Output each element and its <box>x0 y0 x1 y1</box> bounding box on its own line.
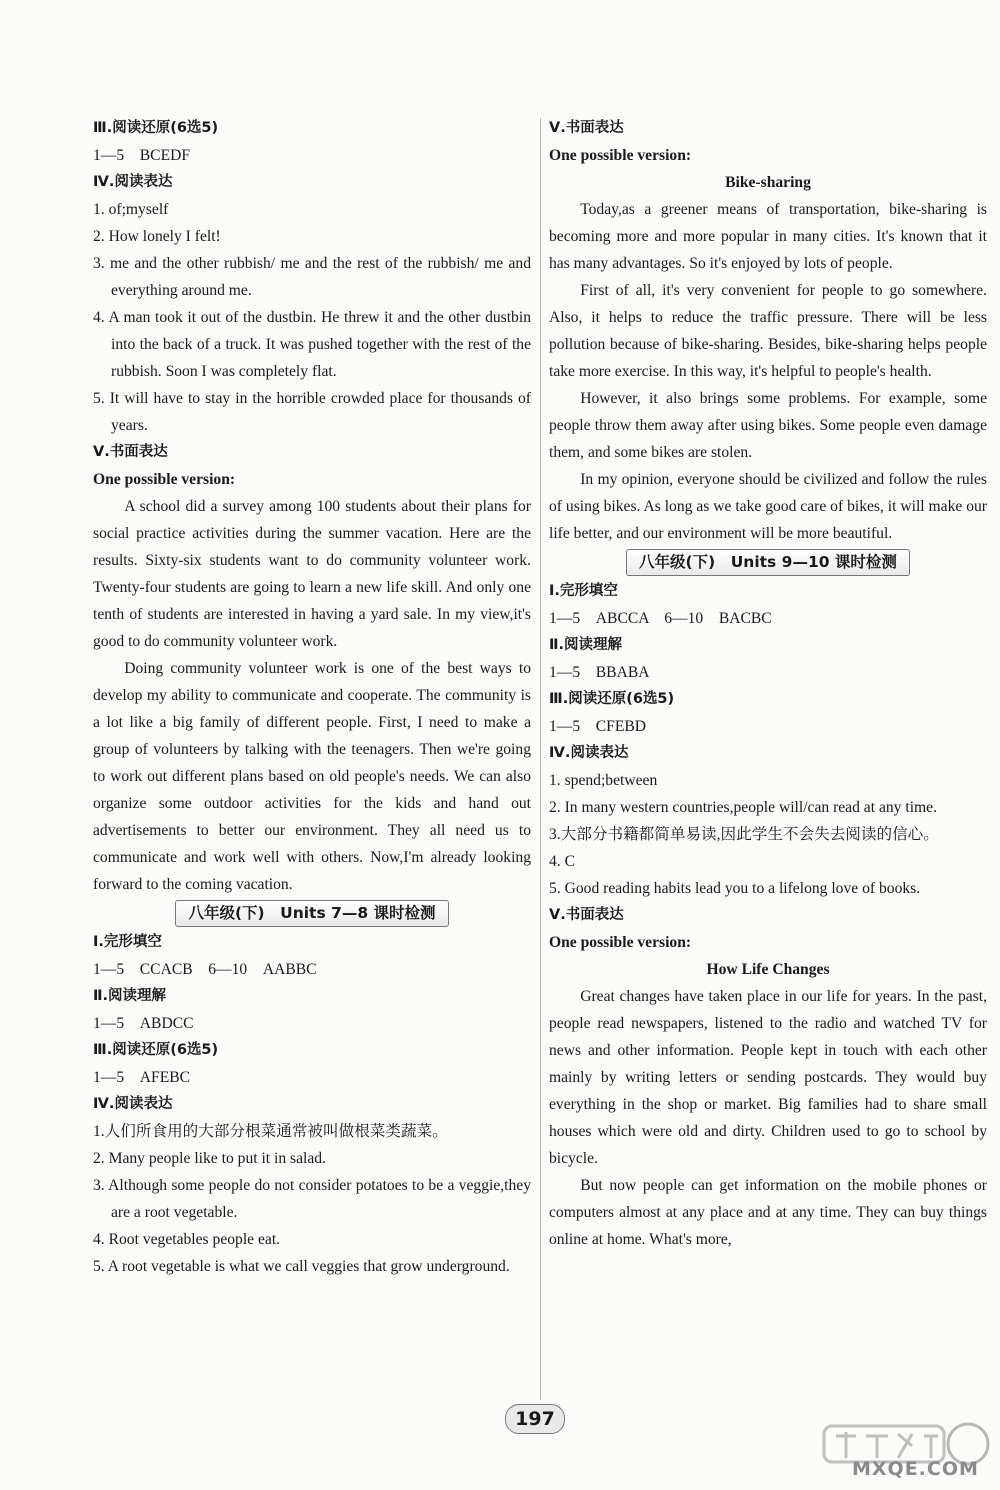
answer-line: 1—5 BBABA <box>549 664 650 681</box>
essay-paragraph: But now people can get information on the mobile phones or computers almost at any place and at any time. They can buy things online at home. What's more, <box>549 1177 987 1248</box>
answer-line: 1—5 AFEBC <box>93 1069 191 1086</box>
answer-line: 1—5 CFEBD <box>549 718 647 735</box>
column-divider <box>540 118 541 1400</box>
essay-title: How Life Changes <box>706 961 830 978</box>
section-heading: Ⅳ.阅读表达 <box>93 174 173 190</box>
answer-item: 3.大部分书籍都简单易读,因此学生不会失去阅读的信心。 <box>549 826 939 843</box>
section-heading: Ⅰ.完形填空 <box>549 583 618 599</box>
section-heading: Ⅳ.阅读表达 <box>93 1096 173 1112</box>
answer-item: 1.人们所食用的大部分根菜通常被叫做根菜类蔬菜。 <box>93 1123 448 1140</box>
version-label: One possible version: <box>549 147 692 164</box>
answer-line: 1—5 ABDCC <box>93 1015 194 1032</box>
answer-item: 2. In many western countries,people will/can read at any time. <box>549 799 937 816</box>
answer-line: 1—5 ABCCA 6—10 BACBC <box>549 610 772 627</box>
essay-paragraph: Doing community volunteer work is one of the best ways to develop my ability to communicate and cooperate. The community is a lot like a big family of different people. First, I need to make a group of volunteers by talking with the teenagers. Then we're going to work out different plans based on old people's needs. We can also organize some outdoor activities for the kids and hand out advertisements to better our environment. They all need us to communicate and work well with others. Now,I'm already looking forward to the coming vacation. <box>93 660 531 893</box>
essay-title: Bike-sharing <box>725 174 811 191</box>
answer-item: 2. How lonely I felt! <box>93 228 221 245</box>
answer-item: 3. me and the other rubbish/ me and the rest of the rubbish/ me and everything around me. <box>93 255 531 299</box>
answer-item: 2. Many people like to put it in salad. <box>93 1150 327 1167</box>
section-heading: Ⅳ.阅读表达 <box>549 745 629 761</box>
answer-item: 4. Root vegetables people eat. <box>93 1231 281 1248</box>
essay-paragraph: First of all, it's very convenient for people to go somewhere. Also, it helps to reduce the traffic pressure. There will be less pollution because of bike-sharing. Besides, bike-sharing helps people take more exercise. In this way, it's helpful to people's health. <box>549 282 987 380</box>
answer-item: 5. It will have to stay in the horrible crowded place for thousands of years. <box>93 390 531 434</box>
answer-item: 3. Although some people do not consider potatoes to be a veggie,they are a root vegetable. <box>93 1177 531 1221</box>
watermark-site-text: MXQE.COM <box>852 1458 979 1480</box>
section-heading: Ⅴ.书面表达 <box>93 444 168 460</box>
section-heading: Ⅰ.完形填空 <box>93 934 162 950</box>
answer-item: 1. spend;between <box>549 772 658 789</box>
essay-paragraph: A school did a survey among 100 students about their plans for social practice activities during the summer vacation. Here are the results. Sixty-six students want to do community volunteer work. Twenty-four students are going to learn a new life skill. And only one tenth of students are interested in having a yard sale. In my view,it's good to do community volunteer work. <box>93 498 531 650</box>
answer-item: 5. A root vegetable is what we call veggies that grow underground. <box>93 1258 510 1275</box>
page-number: 197 <box>505 1404 565 1434</box>
essay-paragraph: Today,as a greener means of transportation, bike-sharing is becoming more and more popular in many cities. It's known that it has many advantages. So it's enjoyed by lots of people. <box>549 201 987 272</box>
section-heading: Ⅲ.阅读还原(6选5) <box>549 691 675 707</box>
answer-item: 5. Good reading habits lead you to a lifelong love of books. <box>549 880 921 897</box>
essay-paragraph: However, it also brings some problems. For example, some people throw them away after using bikes. Some people even damage them, and some bikes are stolen. <box>549 390 987 461</box>
unit-test-banner: 八年级(下) Units 9—10 课时检测 <box>549 549 987 576</box>
essay-paragraph: In my opinion, everyone should be civilized and follow the rules of using bikes. As long as we take good care of bikes, it will make our life better, and our environment will be more beautiful. <box>549 471 987 542</box>
section-heading: Ⅲ.阅读还原(6选5) <box>93 120 219 136</box>
section-heading: Ⅱ.阅读理解 <box>93 988 167 1004</box>
essay-paragraph: Great changes have taken place in our life for years. In the past, people read newspapers, listened to the radio and watched TV for news and other information. People kept in touch with each other mainly by writing letters or sending postcards. They would buy everything in the shop or market. Big families had to share small houses which were old and dirty. Children used to go to school by bicycle. <box>549 988 987 1167</box>
answer-item: 4. A man took it out of the dustbin. He threw it and the other dustbin into the back of a truck. It was pushed together with the rest of the rubbish. Soon I was completely flat. <box>93 309 531 380</box>
answer-item: 4. C <box>549 853 575 870</box>
answer-line: 1—5 BCEDF <box>93 147 191 164</box>
section-heading: Ⅴ.书面表达 <box>549 907 624 923</box>
left-column <box>93 115 531 1280</box>
version-label: One possible version: <box>549 934 692 951</box>
answer-line: 1—5 CCACB 6—10 AABBC <box>93 961 317 978</box>
section-heading: Ⅴ.书面表达 <box>549 120 624 136</box>
section-heading: Ⅱ.阅读理解 <box>549 637 623 653</box>
right-column <box>549 115 987 1253</box>
answer-item: 1. of;myself <box>93 201 169 218</box>
section-heading: Ⅲ.阅读还原(6选5) <box>93 1042 219 1058</box>
unit-test-banner: 八年级(下) Units 7—8 课时检测 <box>93 900 531 927</box>
version-label: One possible version: <box>93 471 236 488</box>
